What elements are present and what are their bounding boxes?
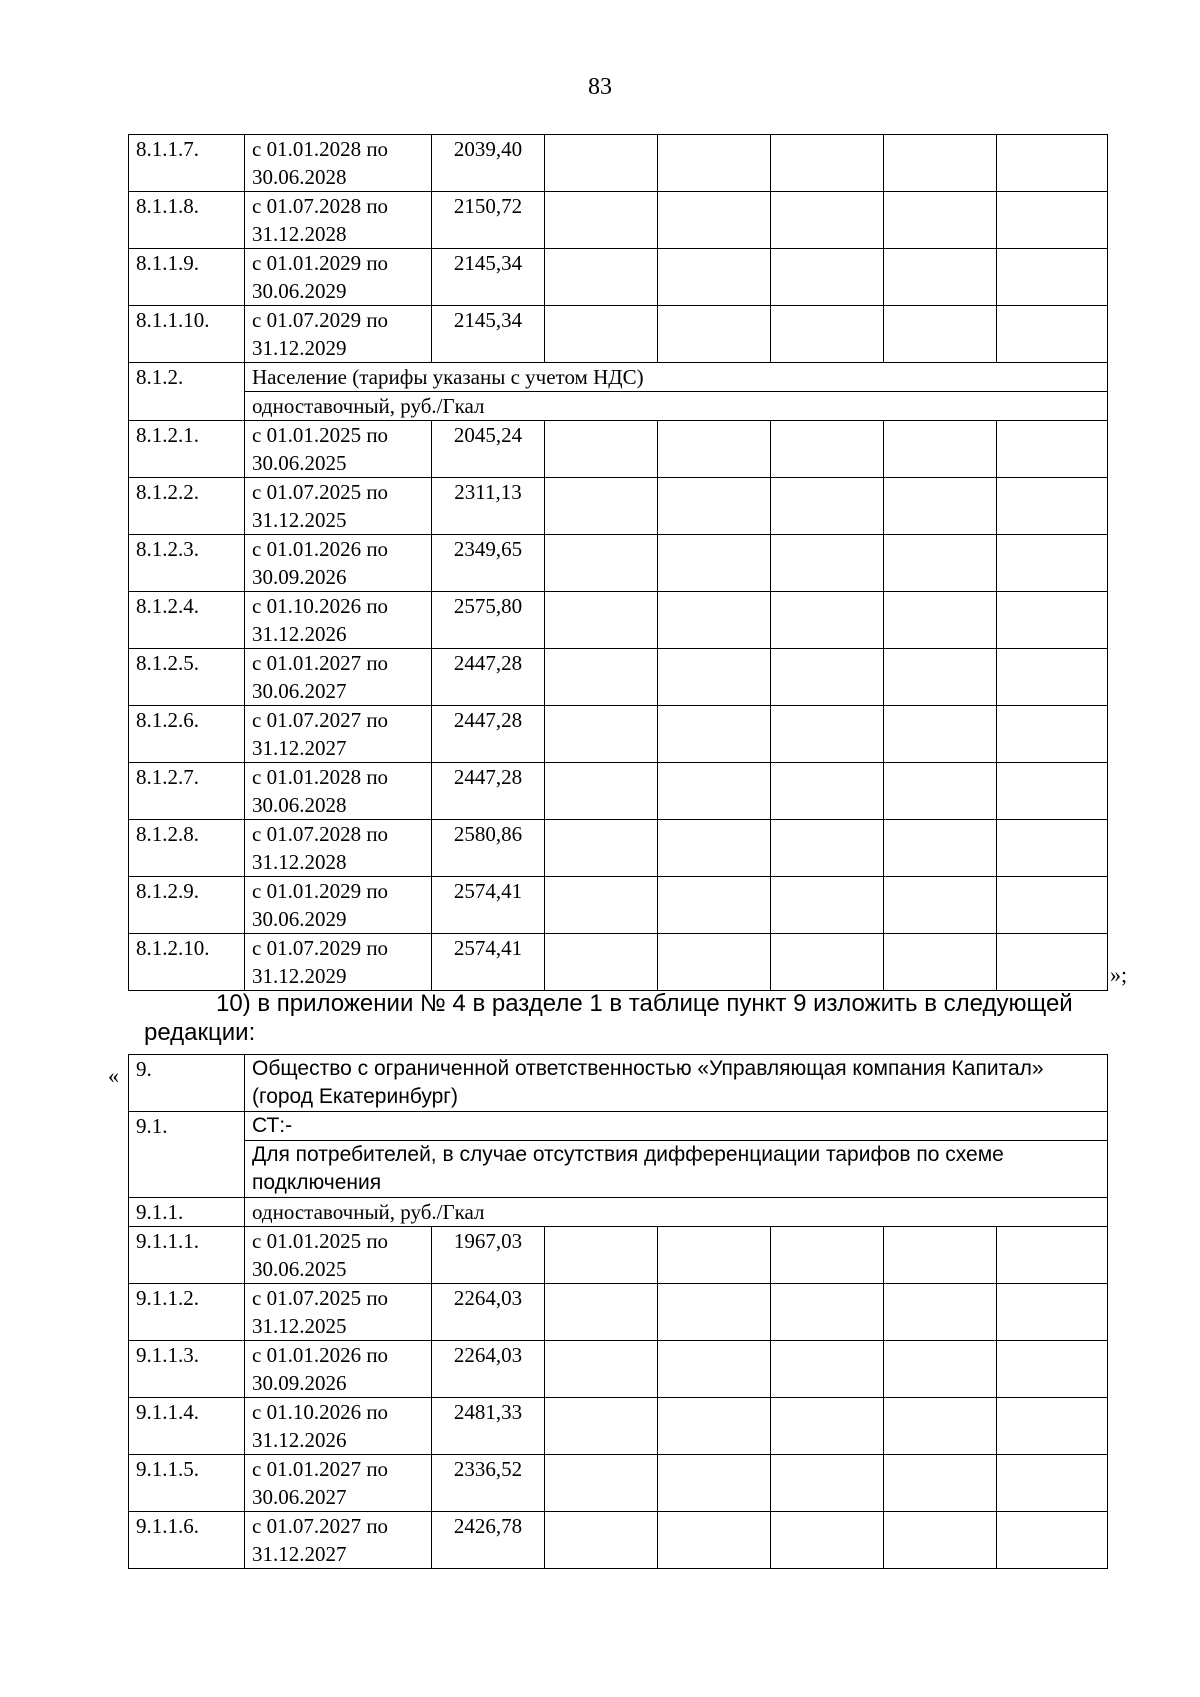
empty-cell (545, 135, 658, 192)
empty-cell (884, 820, 997, 877)
value-cell: 2447,28 (432, 706, 545, 763)
empty-cell (771, 592, 884, 649)
empty-cell (771, 306, 884, 363)
table-row (129, 535, 1108, 592)
row-number: 9.1.1.5. (129, 1455, 245, 1512)
row-number: 8.1.2.1. (129, 421, 245, 478)
period-cell: с 01.01.2026 по 30.09.2026 (245, 535, 432, 592)
tariff-table-section-9 (128, 1054, 1108, 1569)
period-cell: с 01.01.2027 по 30.06.2027 (245, 1455, 432, 1512)
value-cell: 2150,72 (432, 192, 545, 249)
empty-cell (997, 820, 1108, 877)
empty-cell (545, 592, 658, 649)
empty-cell (771, 478, 884, 535)
empty-cell (658, 1341, 771, 1398)
value-cell: 2575,80 (432, 592, 545, 649)
value-cell: 2349,65 (432, 535, 545, 592)
empty-cell (997, 1341, 1108, 1398)
table-row (129, 820, 1108, 877)
empty-cell (884, 1512, 997, 1569)
empty-cell (771, 877, 884, 934)
value-cell: 2447,28 (432, 649, 545, 706)
empty-cell (997, 135, 1108, 192)
empty-cell (884, 478, 997, 535)
empty-cell (884, 877, 997, 934)
empty-cell (771, 192, 884, 249)
table-row (129, 1284, 1108, 1341)
empty-cell (884, 934, 997, 991)
value-cell: 2574,41 (432, 877, 545, 934)
empty-cell (658, 820, 771, 877)
table-row (129, 1512, 1108, 1569)
empty-cell (658, 1227, 771, 1284)
row-number: 8.1.1.9. (129, 249, 245, 306)
period-cell: с 01.01.2025 по 30.06.2025 (245, 421, 432, 478)
tariff-table-section-8 (128, 134, 1108, 991)
period-cell: с 01.01.2025 по 30.06.2025 (245, 1227, 432, 1284)
row-number: 8.1.2.9. (129, 877, 245, 934)
period-cell: с 01.07.2025 по 31.12.2025 (245, 478, 432, 535)
period-cell: с 01.01.2028 по 30.06.2028 (245, 135, 432, 192)
row-number: 9.1. (129, 1112, 245, 1198)
row-number: 8.1.2.4. (129, 592, 245, 649)
empty-cell (997, 763, 1108, 820)
value-cell: 2039,40 (432, 135, 545, 192)
empty-cell (884, 1341, 997, 1398)
paragraph-line-2: редакции: (144, 1019, 256, 1046)
empty-cell (884, 649, 997, 706)
page-number: 83 (588, 74, 612, 100)
empty-cell (771, 1398, 884, 1455)
empty-cell (545, 820, 658, 877)
empty-cell (997, 421, 1108, 478)
empty-cell (658, 249, 771, 306)
section-header-row (129, 1198, 1108, 1227)
section-title: Население (тарифы указаны с учетом НДС) (245, 363, 1108, 392)
empty-cell (884, 592, 997, 649)
period-cell: с 01.07.2028 по 31.12.2028 (245, 820, 432, 877)
value-cell: 2574,41 (432, 934, 545, 991)
empty-cell (658, 535, 771, 592)
empty-cell (997, 478, 1108, 535)
period-cell: с 01.07.2025 по 31.12.2025 (245, 1284, 432, 1341)
empty-cell (658, 478, 771, 535)
empty-cell (997, 1398, 1108, 1455)
period-cell: с 01.01.2026 по 30.09.2026 (245, 1341, 432, 1398)
empty-cell (884, 306, 997, 363)
empty-cell (545, 877, 658, 934)
empty-cell (545, 649, 658, 706)
table-row (129, 306, 1108, 363)
empty-cell (771, 706, 884, 763)
empty-cell (658, 763, 771, 820)
row-number: 8.1.1.10. (129, 306, 245, 363)
empty-cell (658, 135, 771, 192)
empty-cell (771, 1512, 884, 1569)
row-number: 9.1.1. (129, 1198, 245, 1227)
empty-cell (884, 706, 997, 763)
empty-cell (545, 1512, 658, 1569)
section-header-row (129, 363, 1108, 392)
period-cell: с 01.01.2029 по 30.06.2029 (245, 877, 432, 934)
section-subheader-row (129, 392, 1108, 421)
value-cell: 2426,78 (432, 1512, 545, 1569)
value-cell: 2336,52 (432, 1455, 545, 1512)
empty-cell (997, 1512, 1108, 1569)
empty-cell (658, 1284, 771, 1341)
empty-cell (545, 763, 658, 820)
section-subtitle: одноставочный, руб./Гкал (245, 392, 1108, 421)
empty-cell (997, 934, 1108, 991)
table-row (129, 478, 1108, 535)
empty-cell (771, 1341, 884, 1398)
empty-cell (545, 1341, 658, 1398)
row-number: 8.1.2. (129, 363, 245, 421)
empty-cell (997, 877, 1108, 934)
empty-cell (884, 763, 997, 820)
table-row (129, 877, 1108, 934)
empty-cell (884, 1284, 997, 1341)
empty-cell (545, 249, 658, 306)
empty-cell (771, 1284, 884, 1341)
empty-cell (884, 421, 997, 478)
empty-cell (545, 1284, 658, 1341)
table-row (129, 1455, 1108, 1512)
empty-cell (545, 1455, 658, 1512)
empty-cell (658, 306, 771, 363)
empty-cell (771, 1227, 884, 1284)
section-title: одноставочный, руб./Гкал (245, 1198, 1108, 1227)
row-number: 8.1.2.3. (129, 535, 245, 592)
row-number: 9.1.1.3. (129, 1341, 245, 1398)
empty-cell (997, 535, 1108, 592)
paragraph-line-1: 10) в приложении № 4 в разделе 1 в таблице пункт 9 изложить в следующей (216, 990, 1073, 1017)
value-cell: 2264,03 (432, 1284, 545, 1341)
table-row (129, 592, 1108, 649)
empty-cell (997, 706, 1108, 763)
empty-cell (997, 249, 1108, 306)
empty-cell (884, 192, 997, 249)
empty-cell (771, 763, 884, 820)
empty-cell (545, 478, 658, 535)
empty-cell (884, 1227, 997, 1284)
empty-cell (771, 820, 884, 877)
period-cell: с 01.10.2026 по 31.12.2026 (245, 1398, 432, 1455)
empty-cell (658, 421, 771, 478)
period-cell: с 01.07.2028 по 31.12.2028 (245, 192, 432, 249)
empty-cell (997, 192, 1108, 249)
period-cell: с 01.01.2029 по 30.06.2029 (245, 249, 432, 306)
section-header-row (129, 1112, 1108, 1141)
section-subheader-row (129, 1141, 1108, 1198)
empty-cell (658, 1398, 771, 1455)
empty-cell (545, 421, 658, 478)
value-cell: 2481,33 (432, 1398, 545, 1455)
empty-cell (997, 1284, 1108, 1341)
row-number: 8.1.2.7. (129, 763, 245, 820)
table-row (129, 1227, 1108, 1284)
period-cell: с 01.01.2027 по 30.06.2027 (245, 649, 432, 706)
empty-cell (658, 192, 771, 249)
empty-cell (545, 306, 658, 363)
row-number: 9.1.1.6. (129, 1512, 245, 1569)
table-row (129, 1341, 1108, 1398)
period-cell: с 01.07.2027 по 31.12.2027 (245, 706, 432, 763)
row-number: 8.1.2.5. (129, 649, 245, 706)
row-number: 8.1.1.8. (129, 192, 245, 249)
value-cell: 2264,03 (432, 1341, 545, 1398)
empty-cell (997, 592, 1108, 649)
row-number: 8.1.2.10. (129, 934, 245, 991)
empty-cell (545, 706, 658, 763)
empty-cell (658, 592, 771, 649)
empty-cell (884, 535, 997, 592)
empty-cell (884, 135, 997, 192)
empty-cell (771, 1455, 884, 1512)
section-title: Общество с ограниченной ответственностью «Управляющая компания Капитал» (город Екатеринбург) (245, 1055, 1108, 1112)
table-row (129, 763, 1108, 820)
empty-cell (658, 1512, 771, 1569)
empty-cell (771, 421, 884, 478)
row-number: 8.1.2.8. (129, 820, 245, 877)
opening-quote: « (108, 1063, 119, 1088)
empty-cell (545, 535, 658, 592)
table-row (129, 934, 1108, 991)
period-cell: с 01.10.2026 по 31.12.2026 (245, 592, 432, 649)
period-cell: с 01.07.2029 по 31.12.2029 (245, 934, 432, 991)
row-number: 8.1.2.2. (129, 478, 245, 535)
row-number: 9.1.1.2. (129, 1284, 245, 1341)
empty-cell (997, 649, 1108, 706)
empty-cell (771, 934, 884, 991)
value-cell: 2447,28 (432, 763, 545, 820)
table-row (129, 421, 1108, 478)
value-cell: 1967,03 (432, 1227, 545, 1284)
table-row (129, 135, 1108, 192)
row-number: 9.1.1.1. (129, 1227, 245, 1284)
empty-cell (997, 306, 1108, 363)
value-cell: 2145,34 (432, 306, 545, 363)
period-cell: с 01.07.2029 по 31.12.2029 (245, 306, 432, 363)
empty-cell (545, 1227, 658, 1284)
empty-cell (658, 877, 771, 934)
empty-cell (545, 1398, 658, 1455)
section-header-row (129, 1055, 1108, 1112)
empty-cell (545, 192, 658, 249)
value-cell: 2311,13 (432, 478, 545, 535)
empty-cell (658, 706, 771, 763)
empty-cell (884, 249, 997, 306)
table-row (129, 706, 1108, 763)
table-row (129, 249, 1108, 306)
empty-cell (997, 1227, 1108, 1284)
empty-cell (658, 1455, 771, 1512)
table-row (129, 1398, 1108, 1455)
table-row (129, 649, 1108, 706)
section-subtitle: Для потребителей, в случае отсутствия дифференциации тарифов по схеме подключения (245, 1141, 1108, 1198)
row-number: 9.1.1.4. (129, 1398, 245, 1455)
empty-cell (884, 1398, 997, 1455)
value-cell: 2580,86 (432, 820, 545, 877)
empty-cell (771, 249, 884, 306)
period-cell: с 01.07.2027 по 31.12.2027 (245, 1512, 432, 1569)
empty-cell (545, 934, 658, 991)
empty-cell (771, 535, 884, 592)
period-cell: с 01.01.2028 по 30.06.2028 (245, 763, 432, 820)
empty-cell (884, 1455, 997, 1512)
row-number: 8.1.1.7. (129, 135, 245, 192)
value-cell: 2045,24 (432, 421, 545, 478)
closing-quote: »; (1110, 962, 1128, 987)
empty-cell (771, 649, 884, 706)
empty-cell (771, 135, 884, 192)
row-number: 9. (129, 1055, 245, 1112)
table-row (129, 192, 1108, 249)
row-number: 8.1.2.6. (129, 706, 245, 763)
value-cell: 2145,34 (432, 249, 545, 306)
section-title: СТ:- (245, 1112, 1108, 1141)
empty-cell (658, 934, 771, 991)
empty-cell (997, 1455, 1108, 1512)
empty-cell (658, 649, 771, 706)
